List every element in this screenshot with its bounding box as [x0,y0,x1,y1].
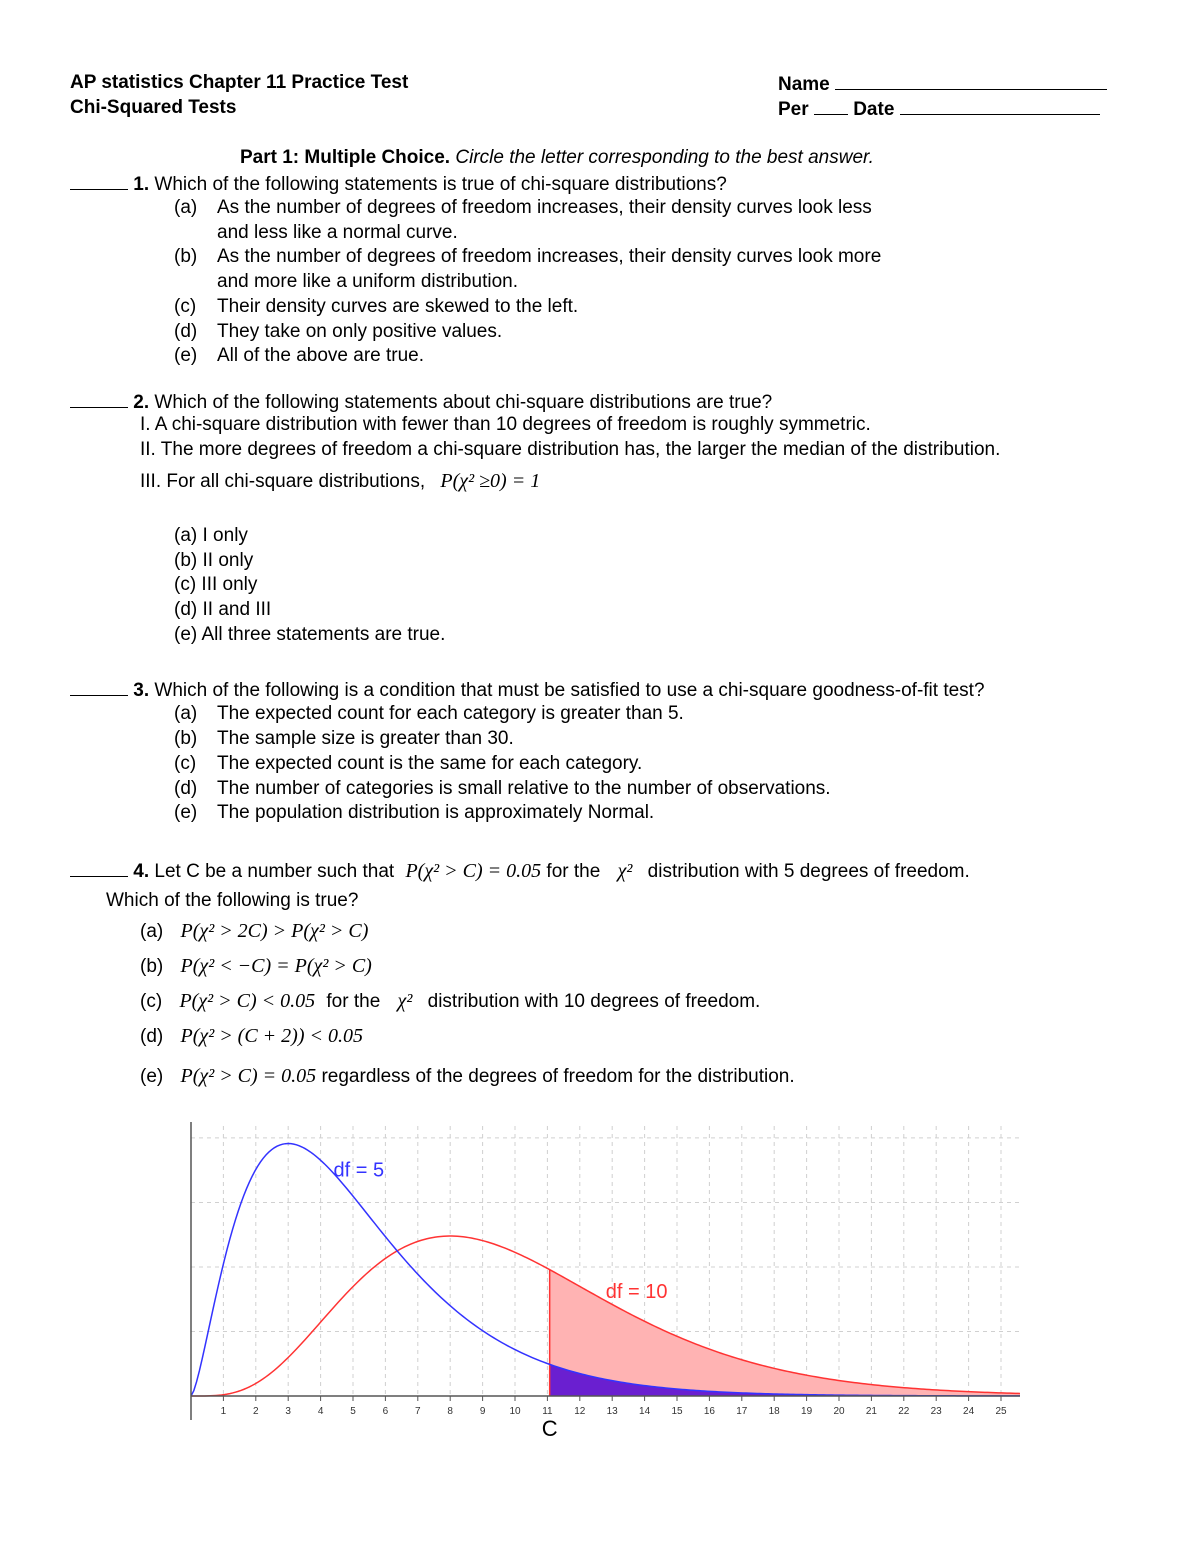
q2-option-d: (d) II and III [174,599,272,620]
q4-option-a-math: P(χ² > 2C) > P(χ² > C) [180,920,369,942]
x-tick-label: 20 [833,1406,845,1417]
x-tick-label: 9 [479,1406,486,1417]
part1-heading [240,146,874,170]
label-df10: df = 10 [605,1280,668,1303]
q1-option-b-text: As the number of degrees of freedom increases, their density curves look more [217,246,882,267]
page-title: AP statistics Chapter 11 Practice Test [70,72,409,93]
per-date-field[interactable] [778,96,1100,122]
q4-option-c-post: distribution with 10 degrees of freedom. [427,991,761,1012]
q4-condition-math: P(χ² > C) = 0.05 [405,860,542,882]
q4-text-pre: Let C be a number such that [154,861,395,882]
date-label: Date [853,99,895,120]
q1-option-d-letter: (d) [174,321,198,342]
q1-option-a-letter: (a) [174,197,198,218]
chi-square-chart [180,1122,1020,1442]
q4-option-c [140,989,760,1014]
q3-option-e-text: The population distribution is approximately Normal. [217,802,655,823]
q1-option-c-letter: (c) [174,296,197,317]
x-tick-label: 1 [220,1406,227,1417]
chart-ticks [221,1396,1007,1417]
x-tick-label: 7 [415,1406,421,1417]
x-tick-label: 12 [574,1406,586,1417]
q4-option-c-mid: for the [326,991,381,1012]
part1-instruction: Circle the letter corresponding to the best answer. [455,147,874,168]
x-tick-label: 23 [930,1406,942,1417]
x-tick-label: 13 [606,1406,618,1417]
x-tick-label: 17 [736,1406,748,1417]
x-tick-label: 14 [639,1406,651,1417]
q1-text: Which of the following statements is true of chi-square distributions? [154,174,727,195]
x-tick-label: 19 [801,1406,813,1417]
q4-text-post: distribution with 5 degrees of freedom. [647,861,970,882]
q4-option-b-math: P(χ² < −C) = P(χ² > C) [180,955,372,977]
q4-option-d-math: P(χ² > (C + 2)) < 0.05 [180,1025,363,1047]
q1-option-c-text: Their density curves are skewed to the left. [217,296,579,317]
q4-option-b [140,954,372,979]
q4-option-b-letter: (b) [140,956,164,977]
q4-option-a [140,919,368,944]
chart-labels [334,1160,668,1441]
x-tick-label: 21 [865,1406,877,1417]
q3-text: Which of the following is a condition that must be satisfied to use a chi-square goodness-of-fit test? [154,680,985,701]
per-label: Per [778,99,809,120]
q2-number: 2. [133,392,150,413]
q1-number: 1. [133,174,150,195]
q2-option-e: (e) All three statements are true. [174,624,446,645]
cutoff-label: C [541,1416,558,1441]
q1-stem [70,171,727,197]
q4-chi-square-symbol: χ² [617,860,633,882]
x-tick-label: 15 [671,1406,683,1417]
q2-statement-3 [140,469,540,494]
q4-option-a-letter: (a) [140,921,164,942]
q4-option-c-letter: (c) [140,991,163,1012]
x-tick-label: 18 [768,1406,780,1417]
x-tick-label: 11 [542,1406,553,1417]
x-tick-label: 24 [963,1406,975,1417]
x-tick-label: 8 [447,1406,453,1417]
q2-option-c: (c) III only [174,574,258,595]
q1-option-e-text: All of the above are true. [217,345,425,366]
name-field[interactable] [778,71,1107,97]
q4-number: 4. [133,861,150,882]
q1-option-d-text: They take on only positive values. [217,321,503,342]
x-tick-label: 2 [253,1406,259,1417]
q3-stem [70,677,985,703]
q4-option-d-letter: (d) [140,1026,164,1047]
q4-option-c-math: P(χ² > C) < 0.05 [179,990,316,1012]
date-blank[interactable] [900,96,1100,115]
answer-blank[interactable] [70,677,128,696]
x-tick-label: 25 [995,1406,1007,1417]
q1-option-a-text-cont: and less like a normal curve. [217,222,458,243]
q3-option-c-text: The expected count is the same for each category. [217,753,643,774]
name-label: Name [778,74,830,95]
q2-statement-1: I. A chi-square distribution with fewer than 10 degrees of freedom is roughly symmetric. [140,414,871,435]
q3-option-b-letter: (b) [174,728,198,749]
q2-statement-3-math: P(χ² ≥0) = 1 [440,470,541,492]
q2-stem [70,389,772,415]
page-subtitle: Chi-Squared Tests [70,97,237,118]
x-tick-label: 22 [898,1406,910,1417]
q2-statement-3-text: III. For all chi-square distributions, [140,471,426,492]
q3-option-b-text: The sample size is greater than 30. [217,728,514,749]
x-tick-label: 3 [285,1406,291,1417]
label-df5: df = 5 [333,1159,385,1182]
answer-blank[interactable] [70,171,128,190]
q3-option-a-letter: (a) [174,703,198,724]
per-blank[interactable] [814,96,848,115]
x-tick-label: 10 [509,1406,521,1417]
x-tick-label: 6 [382,1406,389,1417]
q2-option-b: (b) II only [174,550,254,571]
q1-option-b-letter: (b) [174,246,198,267]
q2-statement-2: II. The more degrees of freedom a chi-square distribution has, the larger the median of the distribution. [140,439,1001,460]
q3-number: 3. [133,680,150,701]
x-tick-label: 4 [317,1406,324,1417]
q4-option-e-letter: (e) [140,1066,164,1087]
q4-option-c-chi-square: χ² [397,990,413,1012]
q4-stem [70,858,970,884]
q3-option-d-letter: (d) [174,778,198,799]
q4-option-e-math: P(χ² > C) = 0.05 [180,1065,317,1087]
q2-text: Which of the following statements about chi-square distributions are true? [154,392,773,413]
q2-option-a: (a) I only [174,525,248,546]
q1-option-a-text: As the number of degrees of freedom increases, their density curves look less [217,197,872,218]
x-tick-label: 16 [703,1406,715,1417]
x-tick-label: 5 [350,1406,356,1417]
q4-option-d [140,1024,363,1049]
q1-option-b-text-cont: and more like a uniform distribution. [217,271,518,292]
q4-option-e-post: regardless of the degrees of freedom for the distribution. [321,1066,795,1087]
name-blank[interactable] [835,71,1107,90]
q3-option-e-letter: (e) [174,802,198,823]
q3-option-a-text: The expected count for each category is greater than 5. [217,703,684,724]
q1-option-e-letter: (e) [174,345,198,366]
q3-option-c-letter: (c) [174,753,197,774]
q4-text-mid: for the [546,861,601,882]
part1-label: Part 1: Multiple Choice. [240,147,451,168]
answer-blank[interactable] [70,389,128,408]
q4-option-e [140,1064,795,1089]
q4-prompt: Which of the following is true? [106,890,359,911]
q3-option-d-text: The number of categories is small relative to the number of observations. [217,778,831,799]
answer-blank[interactable] [70,858,128,877]
